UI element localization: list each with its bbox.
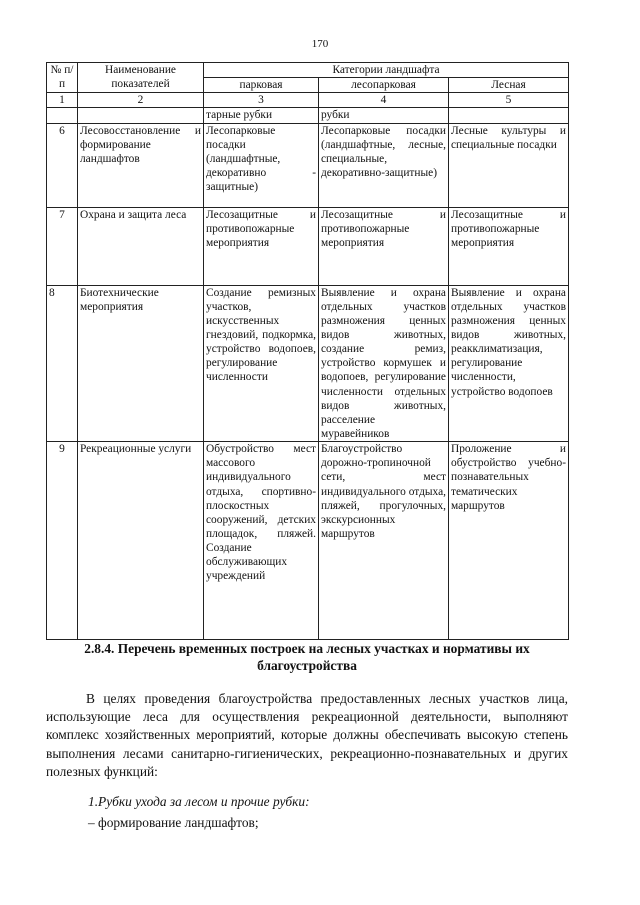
row-park: Лесопарковые посадки (ландшафтные, декоративно - защитные): [204, 123, 319, 207]
row-name: Лесовосстановление и формирование ландшафтов: [78, 123, 204, 207]
row-park: Обустройство мест массового индивидуального отдыха, спортивно-плоскостных сооружений, детских площадок, пляжей. Создание обслуживающих учреждений: [204, 442, 319, 640]
table-row: [47, 285, 569, 442]
table-row: [47, 207, 569, 285]
table-row: [47, 442, 569, 640]
row-forest: Лесозащитные и противопожарные мероприятия: [449, 207, 569, 285]
continuation-park: тарные рубки: [204, 108, 319, 123]
row-park: Лесозащитные и противопожарные мероприятия: [204, 207, 319, 285]
row-forest: Проложение и обустройство учебно-познавательных тематических маршрутов: [449, 442, 569, 640]
page-number: 170: [311, 38, 329, 50]
col-number-5: 5: [449, 93, 569, 108]
row-name: Рекреационные услуги: [78, 442, 204, 640]
col-number-3: 3: [204, 93, 319, 108]
table-row: [47, 123, 569, 207]
body-paragraph: В целях проведения благоустройства предоставленных лесных участков лица, использующие леса для осуществления рекреационной деятельности, выполняют комплекс хозяйственных мероприятий, которые должны обеспечивать высокую степень выполнения лесами санитарно-гигиенических, рекреационно-познавательных и других полезных функций:: [46, 691, 568, 779]
col-number-2: 2: [78, 93, 204, 108]
col-number-4: 4: [319, 93, 449, 108]
row-num: 8: [47, 285, 78, 442]
row-forest-park: Выявление и охрана отдельных участков размножения ценных видов животных, создание ремиз, устройство кормушек и водопоев, регулирование численности отдельных видов животных, расселение муравейников: [319, 285, 449, 442]
row-forest-park: Лесозащитные и противопожарные мероприятия: [319, 207, 449, 285]
row-forest: Лесные культуры и специальные посадки: [449, 123, 569, 207]
row-forest-park: Лесопарковые посадки (ландшафтные, лесные, специальные, декоративно-защитные): [319, 123, 449, 207]
col-number-1: 1: [47, 93, 78, 108]
row-forest: Выявление и охрана отдельных участков размножения ценных видов животных, реакклиматизация, регулирование численности, устройство водопоев: [449, 285, 569, 442]
header-forest-park: лесопарковая: [319, 78, 449, 93]
column-number-row: [47, 93, 569, 108]
row-num: 7: [47, 207, 78, 285]
header-name: Наименование показателей: [78, 63, 204, 93]
header-categories: Категории ландшафта: [204, 63, 569, 78]
row-name: Охрана и защита леса: [78, 207, 204, 285]
continuation-row: [47, 108, 569, 123]
header-forest: Лесная: [449, 78, 569, 93]
landscape-measures-table: [46, 62, 569, 640]
list-title: 1.Рубки ухода за лесом и прочие рубки:: [88, 794, 310, 809]
row-num: 9: [47, 442, 78, 640]
row-forest-park: Благоустройство дорожно-тропиночной сети, мест индивидуального отдыха, пляжей, прогулочных, экскурсионных маршрутов: [319, 442, 449, 640]
list-item: – формирование ландшафтов;: [88, 815, 259, 830]
row-num: 6: [47, 123, 78, 207]
row-park: Создание ремизных участков, искусственных гнездовий, подкормка, устройство водопоев, регулирование численности: [204, 285, 319, 442]
table-header-row: [47, 63, 569, 78]
row-name: Биотехнические мероприятия: [78, 285, 204, 442]
section-heading: 2.8.4. Перечень временных построек на лесных участках и нормативы их благоустройства: [84, 641, 530, 673]
header-num: № п/п: [47, 63, 78, 93]
header-park: парковая: [204, 78, 319, 93]
continuation-forest-park: рубки: [319, 108, 449, 123]
